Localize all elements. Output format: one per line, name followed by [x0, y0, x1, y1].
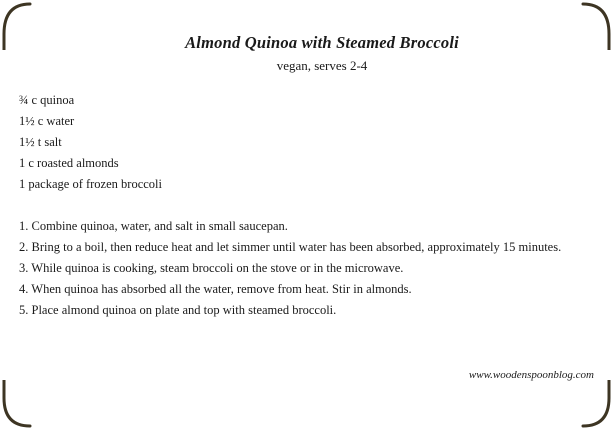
recipe-content: [19, 32, 599, 321]
instruction-step: 5. Place almond quinoa on plate and top with steamed broccoli.: [19, 303, 337, 317]
bottom-left-corner-bracket: [0, 380, 40, 430]
ingredient-item: 1½ c water: [19, 114, 75, 128]
ingredient-item: 1½ t salt: [19, 135, 62, 149]
instruction-step: 1. Combine quinoa, water, and salt in small saucepan.: [19, 219, 288, 233]
ingredient-item: ¾ c quinoa: [19, 93, 75, 107]
instruction-list: [19, 216, 599, 321]
recipe-subtitle: vegan, serves 2-4: [276, 58, 368, 73]
instruction-step: 3. While quinoa is cooking, steam broccoli on the stove or in the microwave.: [19, 261, 404, 275]
recipe-title: Almond Quinoa with Steamed Broccoli: [185, 33, 459, 52]
instruction-step: 2. Bring to a boil, then reduce heat and let simmer until water has been absorbed, approximately 15 minutes.: [19, 240, 562, 254]
ingredient-item: 1 package of frozen broccoli: [19, 177, 162, 191]
bottom-right-corner-bracket: [573, 380, 613, 430]
website-credit: www.woodenspoonblog.com: [468, 369, 594, 381]
instruction-step: 4. When quinoa has absorbed all the water, remove from heat. Stir in almonds.: [19, 282, 412, 296]
ingredient-item: 1 c roasted almonds: [19, 156, 119, 170]
ingredient-list: [19, 90, 599, 195]
